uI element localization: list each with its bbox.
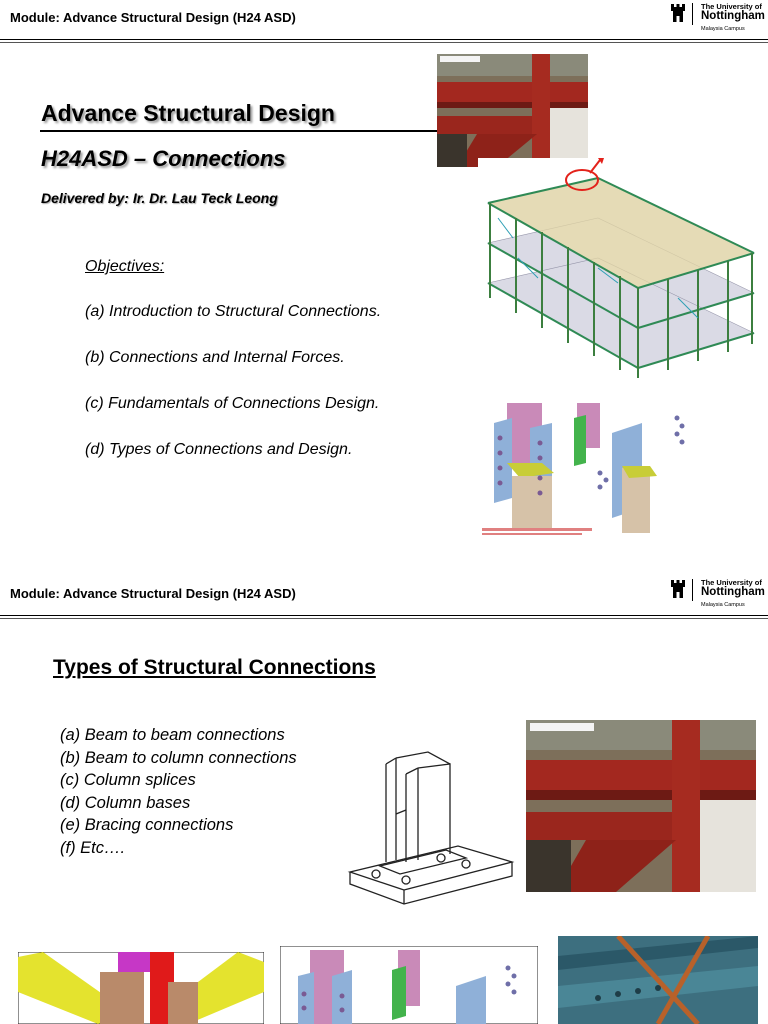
slide-header: Module: Advance Structural Design (H24 ASD) (10, 586, 296, 601)
steel-truss-3d-model (558, 936, 758, 1024)
nottingham-crest-icon (670, 580, 686, 600)
slide-title: Types of Structural Connections (53, 656, 376, 679)
list-item: (d) Column bases (60, 793, 191, 812)
column-base-drawing (346, 734, 516, 914)
objectives-heading: Objectives: (85, 258, 165, 275)
connection-types-list (60, 724, 297, 860)
logo-line1: The University of (701, 578, 762, 587)
objective-item: (c) Fundamentals of Connections Design. (85, 395, 380, 412)
objective-item: (d) Types of Connections and Design. (85, 441, 353, 458)
list-item: (b) Beam to column connections (60, 748, 297, 767)
slide-subtitle: H24ASD – Connections (41, 146, 286, 171)
title-underline (40, 130, 440, 132)
logo-line3: Malaysia Campus (701, 602, 745, 608)
steel-frame-3d-model (478, 158, 762, 384)
steel-connection-photo (526, 720, 756, 892)
bracing-connection-model (18, 952, 264, 1024)
list-item: (e) Bracing connections (60, 816, 234, 835)
nottingham-crest-icon (670, 4, 686, 24)
delivered-by: Delivered by: Ir. Dr. Lau Teck Leong (41, 190, 278, 206)
column-splice-figure (280, 946, 538, 1024)
list-item: (f) Etc…. (60, 838, 126, 857)
column-splice-figure (482, 398, 702, 540)
university-logo (670, 578, 768, 612)
slide-header: Module: Advance Structural Design (H24 ASD) (10, 10, 296, 25)
steel-connection-photo (437, 54, 588, 167)
list-item: (a) Beam to beam connections (60, 726, 285, 744)
logo-line2: Nottingham (701, 10, 765, 22)
objective-item: (a) Introduction to Structural Connections. (85, 303, 382, 320)
logo-line3: Malaysia Campus (701, 26, 745, 32)
slide-title: Advance Structural Design (41, 100, 335, 126)
logo-line1: The University of (701, 2, 762, 11)
logo-line2: Nottingham (701, 586, 765, 598)
objective-item: (b) Connections and Internal Forces. (85, 349, 345, 366)
slide-2 (0, 556, 768, 1024)
list-item: (c) Column splices (60, 771, 196, 790)
university-logo (670, 2, 768, 36)
